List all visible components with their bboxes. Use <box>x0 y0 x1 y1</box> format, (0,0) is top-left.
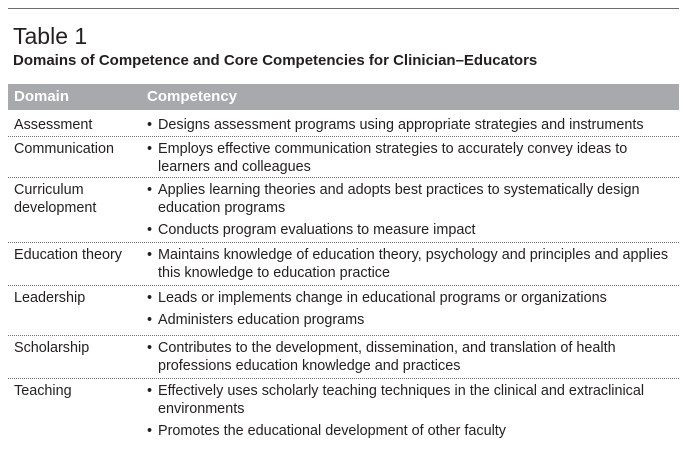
competency-item <box>147 311 677 329</box>
domain-cell: Teaching <box>14 383 72 399</box>
competency-text: Effectively uses scholarly teaching techniques in the clinical and extraclinical environments <box>158 383 645 417</box>
bullet-icon: • <box>147 423 153 439</box>
competency-text: Designs assessment programs using appropriate strategies and instruments <box>158 117 644 133</box>
competency-text: Administers education programs <box>158 312 365 328</box>
competency-cell <box>147 116 677 138</box>
table-row-scholarship <box>8 336 679 379</box>
competency-cell <box>147 339 677 379</box>
bullet-icon: • <box>147 182 153 198</box>
competency-text: Promotes the educational development of other faculty <box>158 423 506 439</box>
competency-item <box>147 140 677 176</box>
table-row-assessment <box>8 113 679 137</box>
competency-cell <box>147 246 677 286</box>
table-row-teaching <box>8 379 679 447</box>
table-row-curriculum-development <box>8 178 679 243</box>
table-row-leadership <box>8 286 679 336</box>
competency-cell <box>147 289 677 333</box>
competency-item <box>147 339 677 375</box>
table-header <box>8 84 679 110</box>
table-row-communication <box>8 137 679 178</box>
competency-cell <box>147 140 677 180</box>
domain-cell: Education theory <box>14 247 123 263</box>
table-label: Table 1 <box>13 23 88 49</box>
competency-text: Maintains knowledge of education theory, psychology and principles and applies this knowledge to education practice <box>158 247 669 281</box>
competency-text: Employs effective communication strategies to accurately convey ideas to learners and colleagues <box>158 141 628 175</box>
domain-cell: Assessment <box>14 117 93 133</box>
bullet-icon: • <box>147 340 153 356</box>
table-caption: Domains of Competence and Core Competencies for Clinician–Educators <box>13 52 538 69</box>
competency-text: Conducts program evaluations to measure impact <box>158 222 476 238</box>
competency-item <box>147 116 677 134</box>
competency-text: Contributes to the development, dissemination, and translation of health professions education knowledge and practices <box>158 340 616 374</box>
domain-cell: Scholarship <box>14 340 90 356</box>
domain-cell: Curriculum development <box>14 182 97 216</box>
competency-item <box>147 181 677 217</box>
bullet-icon: • <box>147 117 153 133</box>
bullet-icon: • <box>147 383 153 399</box>
domain-cell: Leadership <box>14 290 86 306</box>
bullet-icon: • <box>147 247 153 263</box>
competency-cell <box>147 181 677 243</box>
competency-item <box>147 246 677 282</box>
competency-cell <box>147 382 677 444</box>
header-domain: Domain <box>14 88 70 105</box>
competency-text: Leads or implements change in educational programs or organizations <box>158 290 607 306</box>
bullet-icon: • <box>147 141 153 157</box>
domain-cell: Communication <box>14 141 114 157</box>
competency-text: Applies learning theories and adopts best practices to systematically design education programs <box>158 182 640 216</box>
bullet-icon: • <box>147 290 153 306</box>
competency-item <box>147 382 677 418</box>
table-row-education-theory <box>8 243 679 286</box>
competency-item <box>147 289 677 307</box>
header-competency: Competency <box>147 88 238 105</box>
bullet-icon: • <box>147 222 153 238</box>
competency-item <box>147 422 677 440</box>
bullet-icon: • <box>147 312 153 328</box>
competency-item <box>147 221 677 239</box>
top-rule <box>8 8 679 9</box>
